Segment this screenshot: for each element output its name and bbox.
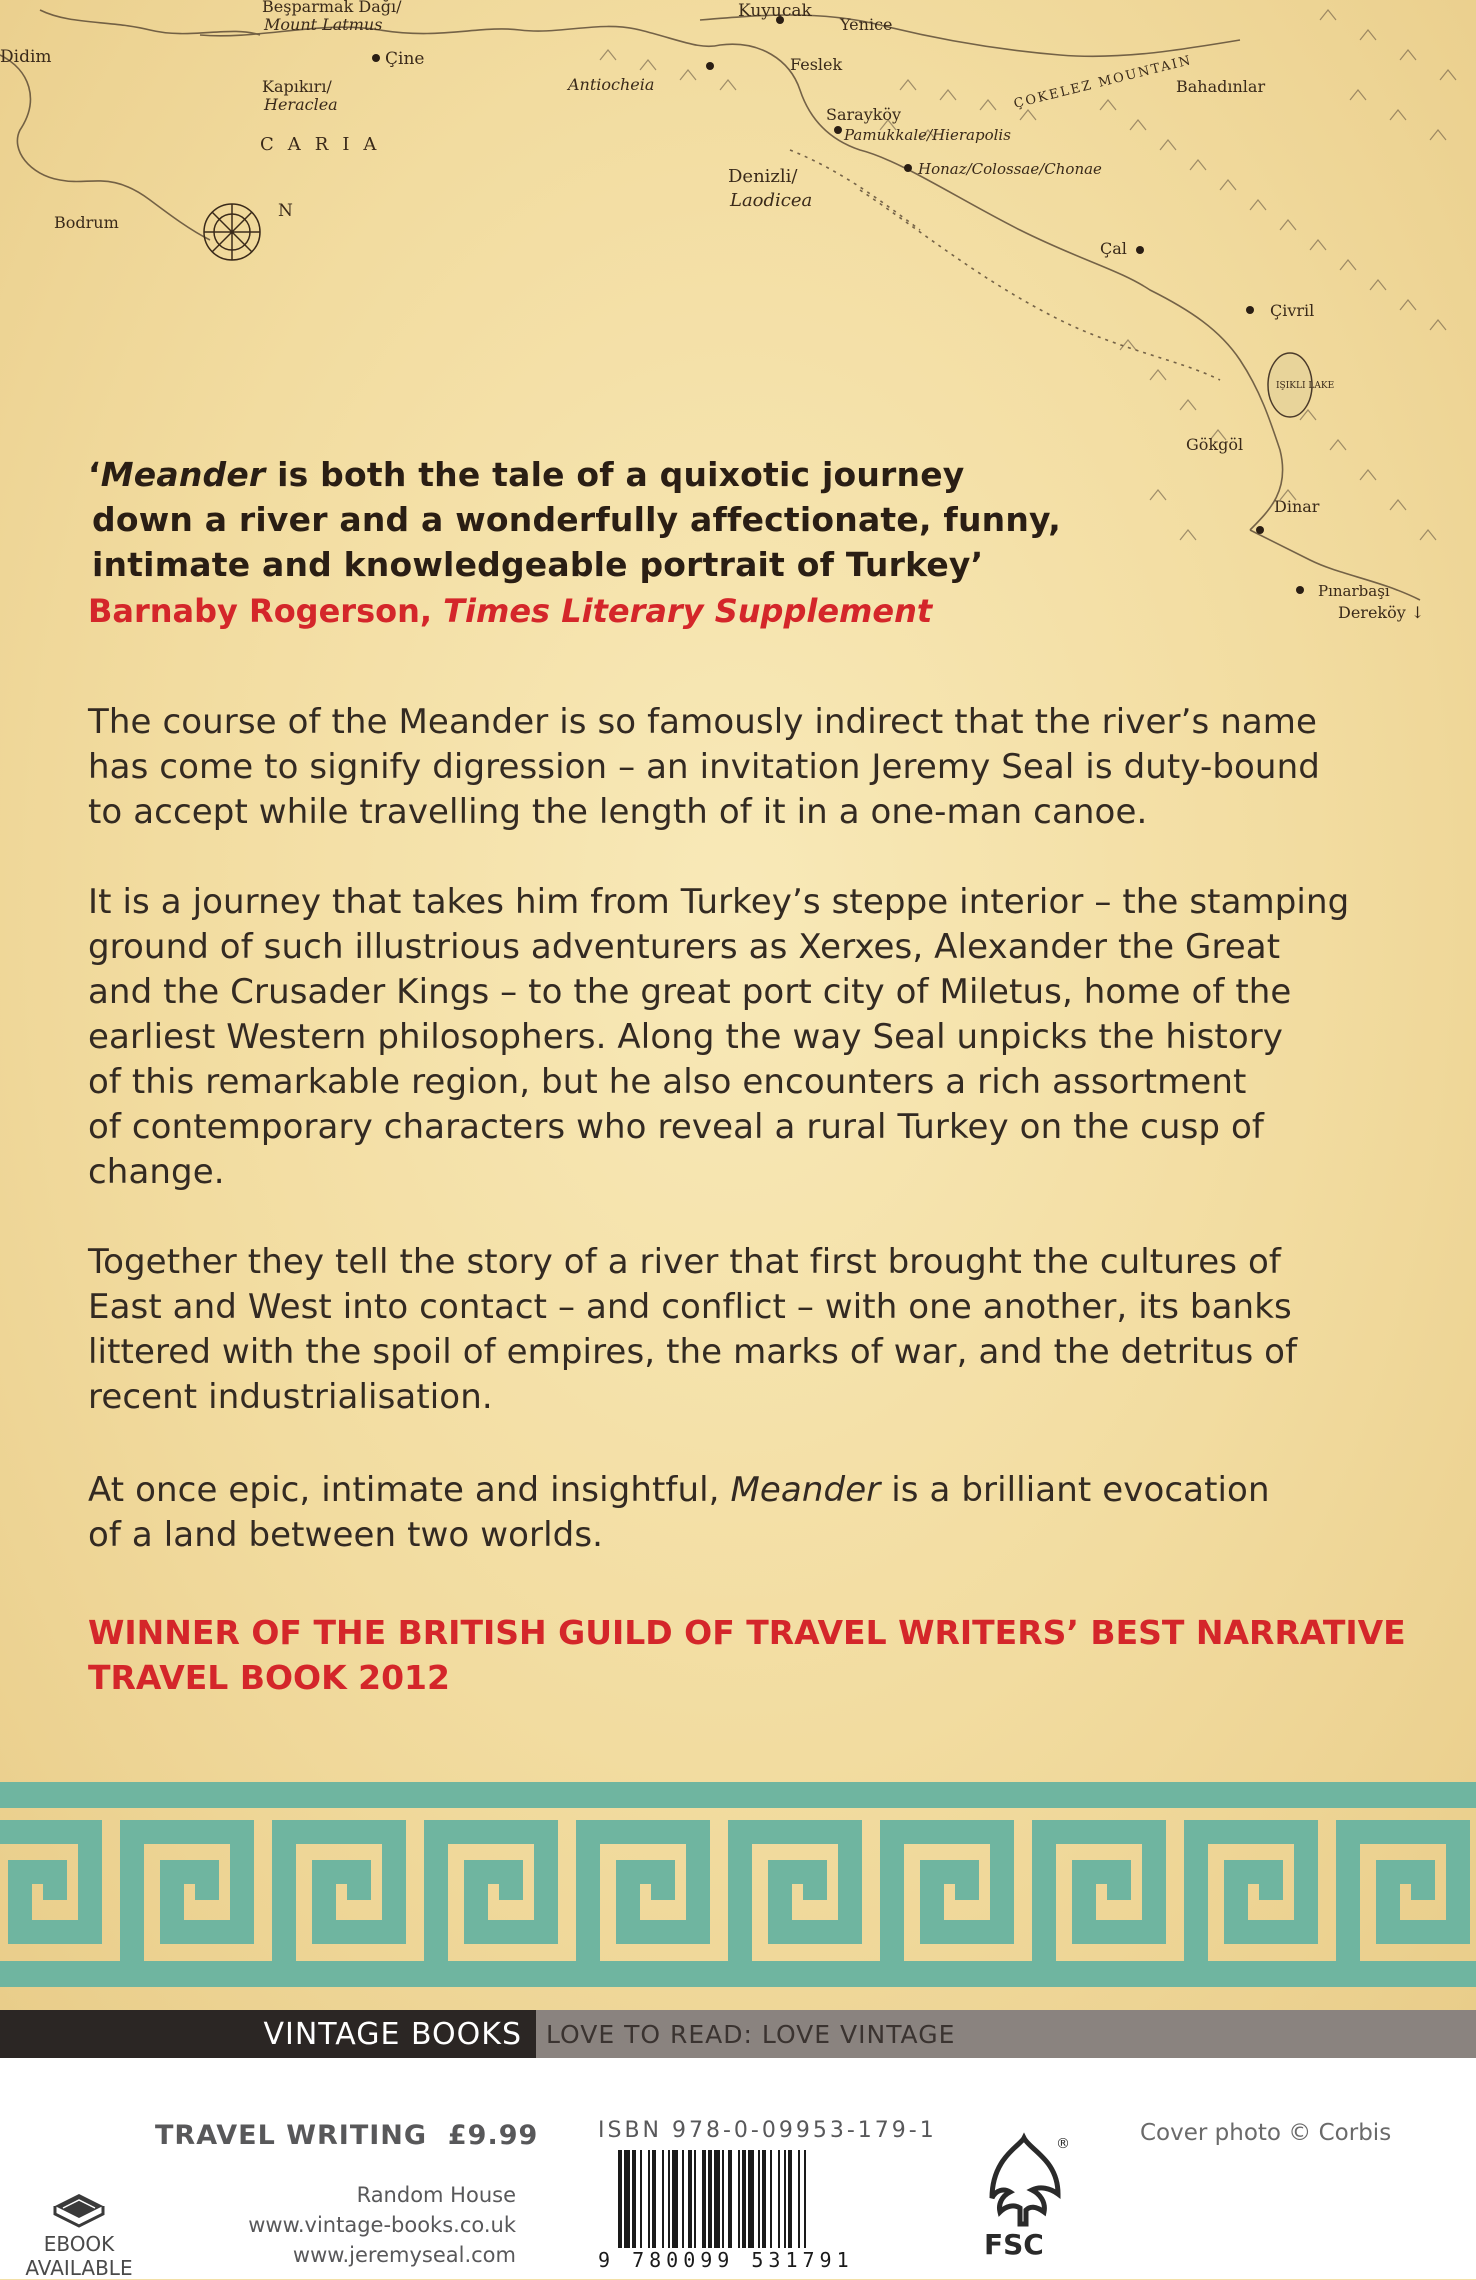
barcode-digits: 9 780099 531791 — [598, 2248, 854, 2270]
review-quote — [88, 452, 1061, 635]
quote-attribution: Barnaby Rogerson, Times Literary Supplement — [88, 592, 933, 630]
map-label-isikli: IŞIKLI LAKE — [1276, 381, 1335, 391]
map-label-feslek: Feslek — [790, 55, 843, 74]
map-label-bodrum: Bodrum — [54, 213, 119, 232]
map-label-cokelez: ÇOKELEZ MOUNTAIN — [1012, 52, 1194, 112]
quote-line-2: down a river and a wonderfully affectionate, funny, — [92, 500, 1061, 539]
book-icon — [49, 2184, 109, 2228]
quote-line-1: ‘Meander is both the tale of a quixotic journey — [88, 455, 965, 494]
map-label-dinar: Dinar — [1274, 497, 1320, 516]
photo-credit: Cover photo © Corbis — [1140, 2120, 1392, 2146]
map-label-besparmak: Beşparmak Dağı/ — [262, 0, 402, 16]
description-paragraph-1: The course of the Meander is so famously indirect that the river’s name has come to signify digression – an invitation Jeremy Seal is duty-bound to accept while travelling the length of it in a one-man canoe. — [88, 702, 1320, 832]
map-label-north: N — [278, 201, 293, 221]
ebook-badge: EBOOK AVAILABLE — [24, 2184, 134, 2280]
map-label-civril: Çivril — [1270, 301, 1315, 320]
description-paragraph-2: It is a journey that takes him from Turkey’s steppe interior – the stamping ground of such illustrious adventurers as Xerxes, Alexander the Great and the Crusader Kings – to the great port city of Miletus, home of the earliest Western philosophers. Along the way Seal unpicks the history of this remarkable region, but he also encounters a rich assortment of contemporary characters who reveal a rural Turkey on the cusp of change. — [88, 882, 1350, 1192]
map-label-latmus: Mount Latmus — [264, 15, 383, 34]
map-label-derekoy: Dereköy ↓ — [1338, 603, 1425, 622]
map-label-yenice: Yenice — [840, 15, 893, 34]
map-label-bahadinlar: Bahadınlar — [1176, 77, 1266, 96]
map-label-caria: CARIA — [260, 134, 391, 155]
map-label-denizli: Denizli/ — [728, 166, 798, 187]
description-paragraph-4: At once epic, intimate and insightful, Meander is a brilliant evocation of a land between two worlds. — [88, 1470, 1270, 1555]
map-label-laodicea: Laodicea — [730, 190, 813, 211]
description-paragraph-3: Together they tell the story of a river that first brought the cultures of East and West into contact – and conflict – with one another, its banks littered with the spoil of empires, the marks of war, and the detritus of recent industrialisation. — [88, 1242, 1298, 1417]
map-label-pinarbasi: Pınarbaşı — [1318, 582, 1390, 600]
isbn-number: ISBN 978-0-09953-179-1 — [598, 2118, 937, 2143]
map-label-saraykoy: Sarayköy — [826, 105, 902, 124]
map-label-kapikiri: Kapıkırı/ — [262, 77, 332, 96]
map-label-honaz: Honaz/Colossae/Chonae — [918, 160, 1102, 178]
map-label-pamukkale: Pamukkale/Hierapolis — [844, 126, 1011, 144]
publisher-strip — [0, 2010, 1476, 2058]
map-label-kuyucak: Kuyucak — [738, 1, 812, 21]
compass-rose-icon — [204, 204, 260, 260]
award-notice: WINNER OF THE BRITISH GUILD OF TRAVEL WRITERS’ BEST NARRATIVE TRAVEL BOOK 2012 — [88, 1613, 1406, 1697]
quote-line-3: intimate and knowledgeable portrait of Turkey’ — [92, 545, 984, 584]
greek-key-border — [0, 1782, 1476, 1987]
svg-text:®: ® — [1056, 2136, 1070, 2152]
vintage-link[interactable]: www.vintage-books.co.uk — [248, 2213, 516, 2237]
author-link[interactable]: www.jeremyseal.com — [292, 2243, 516, 2267]
fsc-tree-icon — [980, 2128, 1070, 2258]
map-label-heraclea: Heraclea — [264, 95, 338, 114]
publisher-slogan: LOVE TO READ: LOVE VINTAGE — [536, 2010, 1476, 2058]
svg-text:FSC: FSC — [984, 2228, 1044, 2258]
category-price: TRAVEL WRITING £9.99 — [155, 2120, 539, 2151]
map-label-didim: Didim — [0, 47, 52, 67]
barcode — [596, 2150, 916, 2270]
map-label-cal: Çal — [1100, 239, 1127, 258]
map-label-gokgol: Gökgöl — [1186, 435, 1244, 454]
map-label-cine: Çine — [385, 49, 425, 69]
publisher-info: Random House www.vintage-books.co.uk www.jeremyseal.com — [248, 2180, 516, 2270]
back-cover-footer — [0, 2058, 1476, 2279]
map-label-antiocheia: Antiocheia — [568, 75, 655, 94]
publisher-name: VINTAGE BOOKS — [0, 2010, 536, 2058]
